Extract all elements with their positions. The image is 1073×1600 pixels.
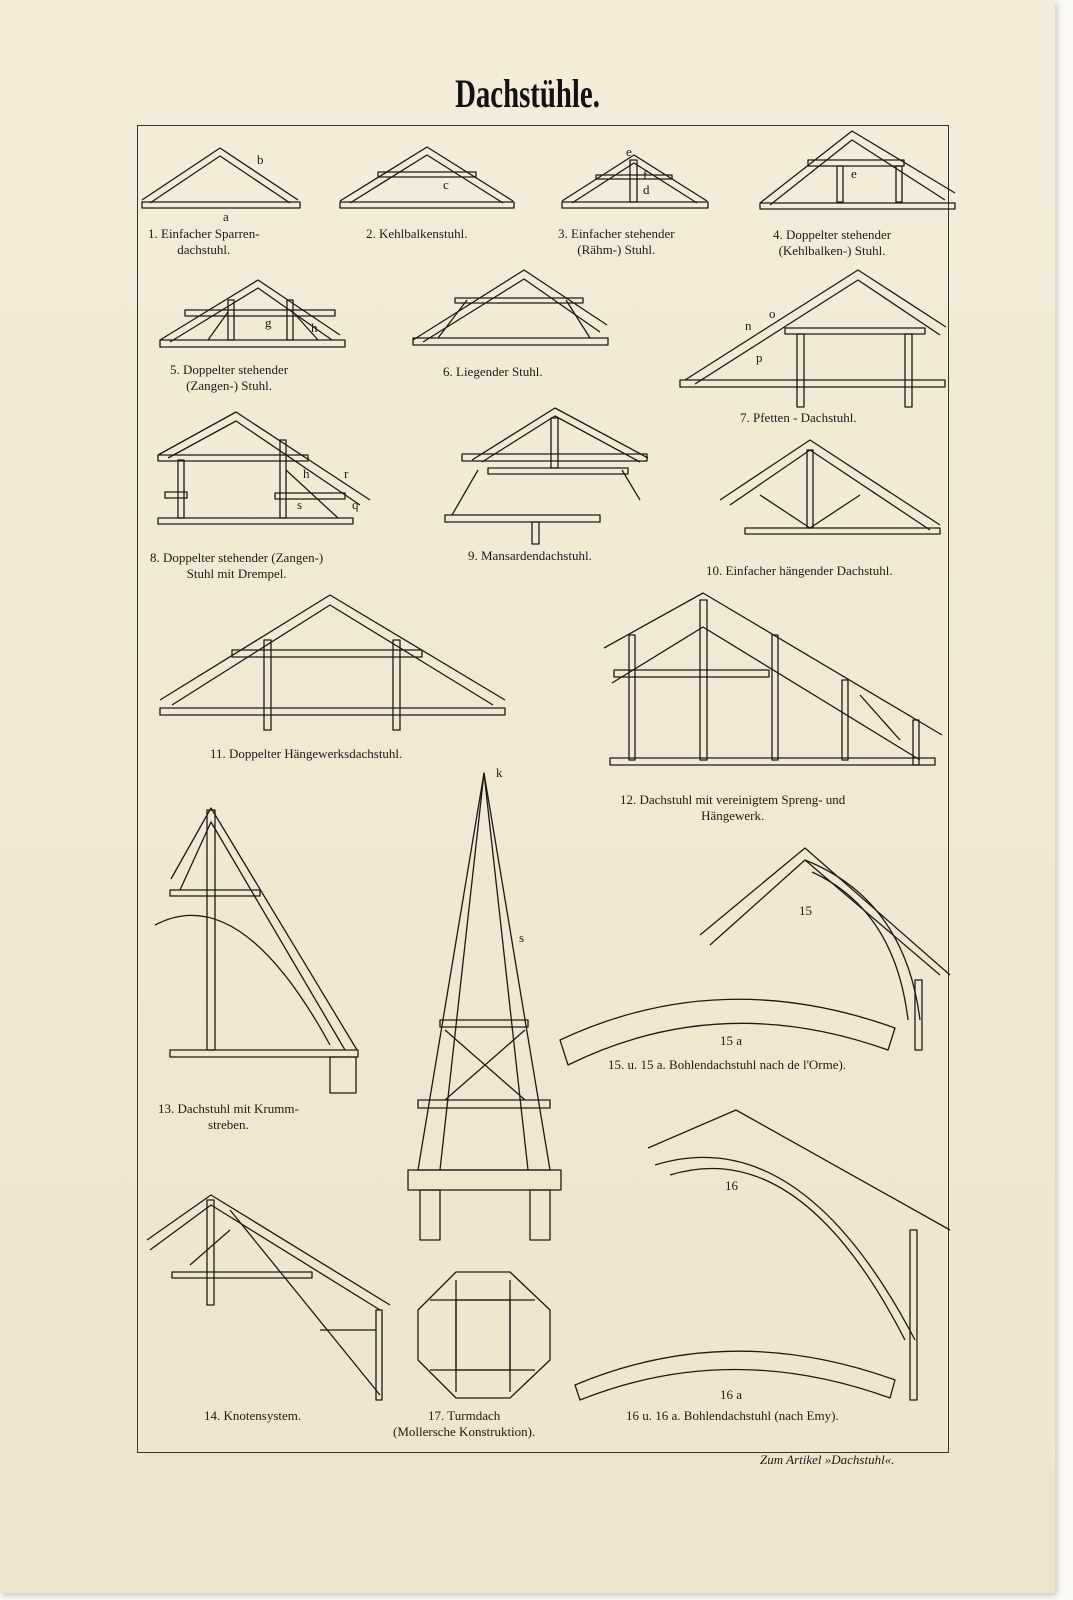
label-r: r	[344, 466, 349, 481]
footer-note: Zum Artikel »Dachstuhl«.	[760, 1452, 895, 1467]
figure-4-drawing	[760, 131, 955, 209]
caption-figure-4: 4. Doppelter stehender (Kehlbalken-) Stuhl.	[773, 227, 892, 258]
figure-17-plan-drawing	[418, 1272, 550, 1398]
label-b: b	[257, 152, 264, 167]
caption-figure-6: 6. Liegender Stuhl.	[443, 364, 543, 379]
label-c: c	[443, 177, 449, 192]
figure-3-drawing	[562, 155, 708, 208]
caption-figure-5: 5. Doppelter stehender (Zangen-) Stuhl.	[170, 362, 289, 393]
caption-figure-17: 17. Turmdach (Mollersche Konstruktion).	[393, 1408, 536, 1439]
figure-17-tower-drawing	[408, 773, 561, 1240]
label-fig15: 15	[799, 903, 812, 918]
figure-11-drawing	[160, 595, 505, 730]
label-a: a	[223, 209, 229, 224]
label-q: q	[352, 497, 359, 512]
label-n: n	[745, 318, 752, 333]
caption-figure-7: 7. Pfetten - Dachstuhl.	[740, 410, 857, 425]
caption-figure-10: 10. Einfacher hängender Dachstuhl.	[706, 563, 893, 578]
figure-14-drawing	[147, 1195, 390, 1400]
label-f: f	[643, 167, 648, 182]
caption-figure-1: 1. Einfacher Sparren- dachstuhl.	[148, 226, 260, 257]
figure-8-drawing	[158, 412, 370, 524]
label-s17: s	[519, 930, 525, 945]
figure-7-drawing	[680, 270, 946, 407]
figure-15-drawing	[560, 848, 950, 1065]
label-g: g	[265, 315, 272, 330]
label-k: k	[496, 765, 503, 780]
caption-figure-15: 15. u. 15 a. Bohlendachstuhl nach de l'Orme).	[608, 1057, 847, 1072]
label-fig15a: 15 a	[720, 1033, 743, 1048]
page-title: Dachstühle.	[455, 71, 600, 116]
caption-figure-11: 11. Doppelter Hängewerksdachstuhl.	[210, 746, 403, 761]
caption-figure-8: 8. Doppelter stehender (Zangen-) Stuhl mit Drempel.	[150, 550, 324, 581]
label-e4: e	[851, 166, 857, 181]
figure-5-drawing	[160, 280, 345, 347]
figure-9-drawing	[445, 408, 648, 544]
caption-figure-9: 9. Mansardendachstuhl.	[468, 548, 592, 563]
label-s8: s	[297, 497, 303, 512]
label-h: h	[311, 320, 318, 335]
figure-6-drawing	[413, 270, 608, 345]
caption-figure-2: 2. Kehlbalkenstuhl.	[366, 226, 468, 241]
figure-12-drawing	[604, 593, 942, 765]
label-p: p	[756, 350, 763, 365]
caption-figure-3: 3. Einfacher stehender (Rähm-) Stuhl.	[558, 226, 675, 257]
label-d: d	[643, 182, 650, 197]
caption-figure-13: 13. Dachstuhl mit Krumm- streben.	[158, 1101, 299, 1132]
caption-figure-12: 12. Dachstuhl mit vereinigtem Spreng- und Hängewerk.	[620, 792, 846, 823]
label-fig16: 16	[725, 1178, 738, 1193]
label-fig16a: 16 a	[720, 1387, 743, 1402]
label-e: e	[626, 144, 632, 159]
caption-figure-16: 16 u. 16 a. Bohlendachstuhl (nach Emy).	[626, 1408, 839, 1423]
label-o: o	[769, 306, 776, 321]
figure-1-drawing	[142, 148, 300, 208]
figure-13-drawing	[155, 808, 358, 1093]
caption-figure-14: 14. Knotensystem.	[204, 1408, 302, 1423]
label-h8: h	[303, 466, 310, 481]
figure-10-drawing	[720, 440, 940, 534]
figure-2-drawing	[340, 147, 514, 208]
figure-16-drawing	[575, 1110, 950, 1400]
